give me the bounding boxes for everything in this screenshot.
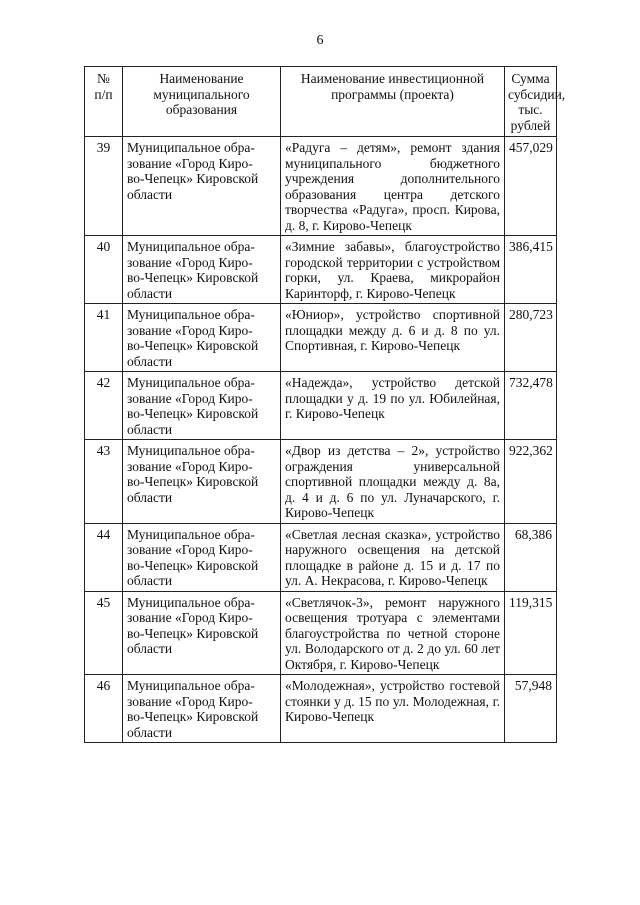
row-program: «Зимние забавы», благоустройство городской территории с устройством горки, ул. Краева, микрорайон Каринторф, г. Кирово-Чепецк [281, 236, 505, 304]
page-number: 6 [316, 33, 324, 48]
row-sum: 732,478 [505, 372, 557, 440]
row-sum: 922,362 [505, 440, 557, 524]
row-municipality: Муниципальное обра- зование «Город Киро- во-Чепецк» Кировской области [123, 236, 281, 304]
row-municipality: Муниципальное обра- зование «Город Киро- во-Чепецк» Кировской области [123, 137, 281, 236]
row-municipality: Муниципальное обра- зование «Город Киро- во-Чепецк» Кировской области [123, 523, 281, 591]
table-row [85, 372, 557, 440]
row-number: 40 [85, 236, 123, 304]
row-program: «Двор из детства – 2», устройство ограждения универсальной спортивной площадки между д. 8а, д. 4 и д. 6 по ул. Луначарского, г. Кирово-Чепецк [281, 440, 505, 524]
table-row [85, 304, 557, 372]
row-sum: 119,315 [505, 591, 557, 675]
table-row [85, 591, 557, 675]
row-sum: 68,386 [505, 523, 557, 591]
row-number: 46 [85, 675, 123, 743]
row-number: 45 [85, 591, 123, 675]
row-sum: 280,723 [505, 304, 557, 372]
row-municipality: Муниципальное обра- зование «Город Киро- во-Чепецк» Кировской области [123, 591, 281, 675]
header-municipality: Наименование муниципального образования [123, 67, 281, 137]
row-program: «Молодежная», устройство гостевой стоянки у д. 15 по ул. Молодежная, г. Кирово-Чепецк [281, 675, 505, 743]
table-row [85, 675, 557, 743]
table-row [85, 523, 557, 591]
row-program: «Радуга – детям», ремонт здания муниципального бюджетного учреждения дополнительного образования центра детского творчества «Радуга», просп. Кирова, д. 8, г. Кирово-Чепецк [281, 137, 505, 236]
row-program: «Надежда», устройство детской площадки у д. 19 по ул. Юбилейная, г. Кирово-Чепецк [281, 372, 505, 440]
header-sum: Сумма субсидии, тыс. рублей [505, 67, 557, 137]
row-program: «Юниор», устройство спортивной площадки между д. 6 и д. 8 по ул. Спортивная, г. Кирово-Чепецк [281, 304, 505, 372]
row-number: 39 [85, 137, 123, 236]
row-municipality: Муниципальное обра- зование «Город Киро- во-Чепецк» Кировской области [123, 372, 281, 440]
row-number: 43 [85, 440, 123, 524]
row-municipality: Муниципальное обра- зование «Город Киро- во-Чепецк» Кировской области [123, 304, 281, 372]
header-program: Наименование инвестиционной программы (проекта) [281, 67, 505, 137]
row-sum: 57,948 [505, 675, 557, 743]
row-program: «Светлая лесная сказка», устройство наружного освещения на детской площадке в районе д. 15 и д. 17 по ул. А. Некрасова, г. Кирово-Чепецк [281, 523, 505, 591]
table-header-row [85, 67, 557, 137]
header-number: № п/п [85, 67, 123, 137]
row-number: 42 [85, 372, 123, 440]
row-municipality: Муниципальное обра- зование «Город Киро- во-Чепецк» Кировской области [123, 675, 281, 743]
row-number: 44 [85, 523, 123, 591]
table-row [85, 137, 557, 236]
table-row [85, 440, 557, 524]
row-sum: 386,415 [505, 236, 557, 304]
row-municipality: Муниципальное обра- зование «Город Киро- во-Чепецк» Кировской области [123, 440, 281, 524]
subsidy-table [84, 66, 566, 743]
row-program: «Светлячок-3», ремонт наружного освещения тротуара с элементами благоустройства по четной стороне ул. Володарского от д. 2 до ул. 60 лет Октября, г. Кирово-Чепецк [281, 591, 505, 675]
row-sum: 457,029 [505, 137, 557, 236]
table-row [85, 236, 557, 304]
row-number: 41 [85, 304, 123, 372]
